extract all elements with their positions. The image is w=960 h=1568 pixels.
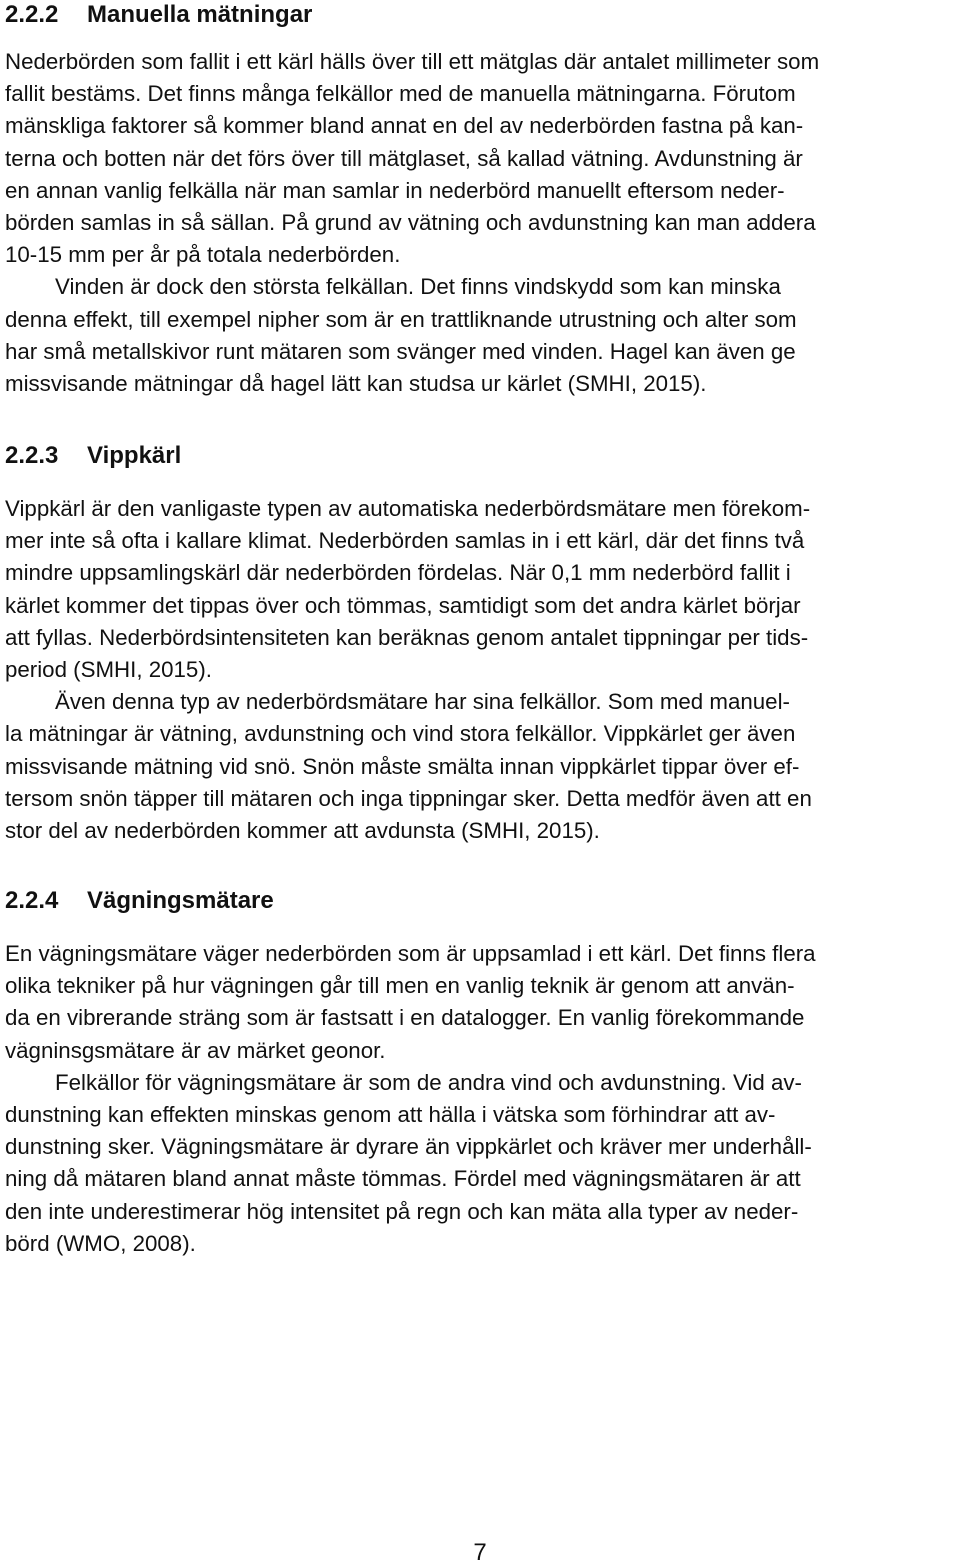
text-line: att fyllas. Nederbördsintensiteten kan beräknas genom antalet tippningar per tids- [5, 624, 809, 650]
text-line: 10-15 mm per år på totala nederbörden. [5, 242, 401, 268]
text-line: period (SMHI, 2015). [5, 656, 212, 682]
text-line: kärlet kommer det tippas över och tömmas, samtidigt som det andra kärlet börjar [5, 592, 801, 618]
text-line: börd (WMO, 2008). [5, 1230, 196, 1256]
text-line: en annan vanlig felkälla när man samlar in nederbörd manuellt eftersom neder- [5, 177, 785, 203]
text-line: Nederbörden som fallit i ett kärl hälls över till ett mätglas där antalet millimeter som [5, 49, 820, 74]
text-line: la mätningar är vätning, avdunstning och vind stora felkällor. Vippkärlet ger även [5, 721, 796, 747]
text-line: Felkällor för vägningsmätare är som de andra vind och avdunstning. Vid av- [55, 1069, 802, 1095]
section-title: Vippkärl [87, 442, 182, 469]
text-line: missvisande mätning vid snö. Snön måste smälta innan vippkärlet tippar över ef- [5, 753, 800, 779]
text-line: dunstning kan effekten minskas genom att hälla i vätska som förhindrar att av- [5, 1101, 776, 1127]
section-heading [5, 441, 181, 471]
section-body [5, 493, 812, 847]
text-line: En vägningsmätare väger nederbörden som är uppsamlad i ett kärl. Det finns flera [5, 941, 816, 966]
section-2-2-3 [5, 441, 181, 471]
text-line: stor del av nederbörden kommer att avdunsta (SMHI, 2015). [5, 817, 600, 843]
text-line: Även denna typ av nederbördsmätare har sina felkällor. Som med manuel- [55, 689, 790, 715]
section-title: Manuella mätningar [87, 1, 313, 28]
text-line: olika tekniker på hur vägningen går till men en vanlig teknik är genom att använ- [5, 973, 795, 999]
section-body [5, 46, 819, 400]
text-line: den inte underestimerar hög intensitet på regn och kan mäta alla typer av neder- [5, 1198, 799, 1224]
text-line: har små metallskivor runt mätaren som svänger med vinden. Hagel kan även ge [5, 338, 796, 364]
text-line: Vippkärl är den vanligaste typen av automatiska nederbördsmätare men förekom- [5, 496, 811, 521]
section-number: 2.2.2 [5, 1, 59, 28]
text-line: denna effekt, till exempel nipher som är en trattliknande utrustning och alter som [5, 306, 797, 332]
text-line: tersom snön täpper till mätaren och inga tippningar sker. Detta medför även att en [5, 785, 812, 811]
text-line: terna och botten när det förs över till mätglaset, så kallad vätning. Avdunstning är [5, 145, 803, 171]
text-line: fallit bestäms. Det finns många felkällor med de manuella mätningarna. Förutom [5, 81, 796, 107]
section-2-2-2 [5, 0, 312, 30]
text-line: missvisande mätningar då hagel lätt kan studsa ur kärlet (SMHI, 2015). [5, 370, 707, 396]
text-line: da en vibrerande sträng som är fastsatt i en datalogger. En vanlig förekommande [5, 1005, 805, 1031]
section-number: 2.2.4 [5, 887, 59, 914]
text-line: mer inte så ofta i kallare klimat. Nederbörden samlas in i ett kärl, där det finns två [5, 528, 805, 554]
section-heading [5, 0, 312, 30]
section-number: 2.2.3 [5, 442, 59, 469]
text-line: mindre uppsamlingskärl där nederbörden fördelas. När 0,1 mm nederbörd fallit i [5, 560, 791, 586]
section-2-2-4 [5, 886, 274, 916]
text-line: dunstning sker. Vägningsmätare är dyrare än vippkärlet och kräver mer underhåll- [5, 1134, 812, 1160]
page-number: 7 [473, 1539, 487, 1566]
text-line: ning då mätaren bland annat måste tömmas. Fördel med vägningsmätaren är att [5, 1166, 801, 1192]
section-heading [5, 886, 274, 916]
text-line: mänskliga faktorer så kommer bland annat en del av nederbörden fastna på kan- [5, 113, 804, 139]
text-line: vägninsgsmätare är av märket geonor. [5, 1037, 386, 1063]
section-body [5, 938, 816, 1260]
section-title: Vägningsmätare [87, 887, 274, 914]
text-line: Vinden är dock den största felkällan. Det finns vindskydd som kan minska [55, 274, 781, 300]
text-line: börden samlas in så sällan. På grund av vätning och avdunstning kan man addera [5, 209, 816, 235]
